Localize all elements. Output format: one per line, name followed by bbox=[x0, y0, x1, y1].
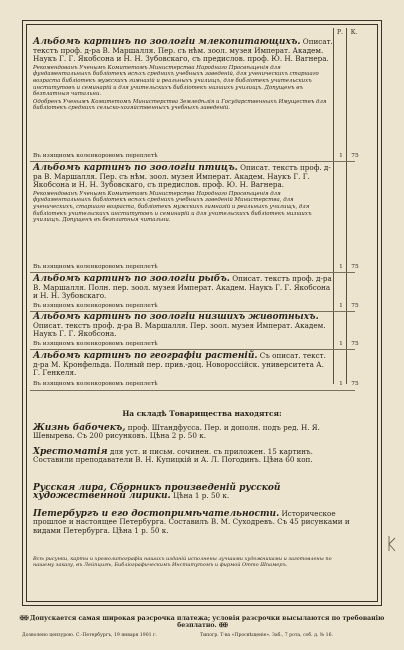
album-title: Альбомъ картинъ по зоологiи рыбъ. bbox=[33, 274, 230, 284]
album-binding: Въ изящномъ коленкоровомъ переплетѣ bbox=[33, 341, 158, 347]
separator bbox=[30, 272, 355, 273]
album-price-row bbox=[33, 303, 359, 310]
album-note: Рекомендованъ Ученымъ Комитетомъ Министерства Народнаго Просвѣщенiя для фундаментальныхъ библiотекъ всѣхъ среднихъ учебныхъ заведенiй Министерства, для ученическихъ, старшаго возраста, библiотекъ мужскихъ гимназiй и реальныхъ училищъ, для библiотекъ учительскихъ институтовъ и семинарiй и для учительскихъ библiотекъ низшихъ училищъ. Допущенъ въ безплатныя читальни. bbox=[33, 190, 312, 224]
album-price-row bbox=[33, 341, 359, 348]
stock-item bbox=[33, 424, 353, 441]
separator bbox=[30, 161, 355, 162]
pencil-mark-icon bbox=[386, 534, 398, 554]
album-price-kop: 75 bbox=[351, 341, 359, 347]
album-entry bbox=[33, 313, 333, 339]
stock-title: Жизнь бабочекъ, bbox=[33, 423, 126, 433]
album-price-row bbox=[33, 153, 359, 160]
rub-column-rule bbox=[333, 28, 334, 384]
censorship-imprint: Дозволено цензурою. С.-Петербургъ, 19 января 1901 г. bbox=[22, 633, 157, 638]
album-binding: Въ изящномъ коленкоровомъ переплетѣ bbox=[33, 153, 158, 159]
separator bbox=[30, 390, 355, 391]
printer-imprint: Типогр. Т-ва «Просвѣщенiе». Заб., 7 рота, соб. д. № 16. bbox=[200, 633, 333, 638]
album-price-kop: 75 bbox=[351, 381, 359, 387]
album-price-kop: 75 bbox=[351, 153, 359, 159]
album-entry bbox=[33, 164, 333, 224]
album-price-rub: 1 bbox=[339, 381, 343, 387]
album-price-kop: 75 bbox=[351, 264, 359, 270]
album-note-2: Одобренъ Ученымъ Комитетомъ Министерства Земледѣлiя и Государственныхъ Имуществъ для библiотекъ среднихъ сельско-хозяйственныхъ учебныхъ заведенiй. bbox=[33, 98, 327, 112]
installment-text: Допускается самая широкая разсрочка платежа; условiя разсрочки высылаются по требованiю безплатно. bbox=[29, 615, 385, 630]
album-binding: Въ изящномъ коленкоровомъ переплетѣ bbox=[33, 303, 158, 309]
album-note: Рекомендованъ Ученымъ Комитетомъ Министерства Народнаго Просвѣщенiя для фундаментальныхъ библiотекъ всѣхъ среднихъ учебныхъ заведенiй, для ученическихъ старшаго возраста библiотекъ мужскихъ гимназiй и реальныхъ училищъ, для библiотекъ учительскихъ институтовъ и семинарiй и для учительскихъ библiотекъ низшихъ училищъ. Допущенъ въ безплатныя читальни. bbox=[33, 64, 319, 98]
stock-header: На складѣ Товарищества находятся: bbox=[122, 409, 282, 418]
separator bbox=[30, 349, 355, 350]
album-text: Съ описат. текст. д-ра М. Кронфельда. Полный пер. прив.-доц. Новороссiйск. университета А. Г. Генкеля. bbox=[33, 351, 326, 378]
album-price-rub: 1 bbox=[339, 153, 343, 159]
album-price-row bbox=[33, 264, 359, 271]
stock-title: Петербургъ и его достопримѣчательности. bbox=[33, 509, 280, 519]
stock-text: Цѣна 1 р. 50 к. bbox=[172, 491, 230, 501]
stock-title: Русская лира, Сборникъ произведенiй русской художественной лирики. bbox=[33, 483, 281, 502]
album-entry bbox=[33, 352, 333, 378]
stock-item bbox=[33, 484, 353, 501]
installment-notice bbox=[10, 615, 394, 630]
stock-text: Историческое прошлое и настоящее Петербурга. Составилъ В. М. Суходревъ. Съ 45 рисунками и видами Петербурга. Цѣна 1 р. 50 к. bbox=[33, 509, 350, 535]
album-text: Описат. текстъ проф. д-ра В. Маршалля. Пер. зоол. музея Императ. Академ. Наукъ Г. Г. Якобсона. bbox=[33, 320, 326, 339]
album-binding: Въ изящномъ коленкоровомъ переплетѣ bbox=[33, 381, 158, 387]
stock-item bbox=[33, 448, 353, 465]
album-price-rub: 1 bbox=[339, 264, 343, 270]
album-text: Описат. текстъ проф. д-ра В. Маршалля. Полн. пер. зоол. музея Императ. Академ. Наукъ Г. Г. Якобсона и Н. Н. Зубовскаго. bbox=[33, 274, 332, 301]
footnote: Всѣ рисунки, карты и хромолитографiи нашихъ изданiй исполнены лучшими художниками и заготовлены по нашему заказу, въ Лейпцигѣ, Библiографическимъ Институтомъ и фирмой Отто Шпамеръ. bbox=[33, 556, 332, 569]
stock-text: для уст. и письм. сочинен. съ приложен. 15 картинъ. Составили преподаватели В. Н. Купицкiй и А. Л. Погодинъ. Цѣна 60 коп. bbox=[33, 447, 313, 465]
stock-title: Хрестоматiя bbox=[33, 447, 108, 457]
stock-text: проф. Штандфусса. Пер. и дополн. подъ ред. Н. Я. Шевырева. Съ 200 рисунковъ. Цѣна 2 р. 50 к. bbox=[33, 423, 320, 441]
ornament-right-icon: ✠✠ bbox=[218, 622, 227, 630]
album-price-rub: 1 bbox=[339, 341, 343, 347]
album-entry bbox=[33, 275, 333, 301]
album-price-rub: 1 bbox=[339, 303, 343, 309]
kop-column-header: К. bbox=[350, 29, 358, 36]
kop-column-rule bbox=[346, 28, 347, 384]
stock-item bbox=[33, 510, 353, 535]
ornament-left-icon: ✠✠ bbox=[19, 615, 28, 622]
album-title: Альбомъ картинъ по зоологiи млекопитающихъ. bbox=[33, 37, 301, 47]
rub-column-header: Р. bbox=[337, 29, 343, 36]
album-entry bbox=[33, 38, 333, 112]
album-text: Описат. текстъ проф. д-ра В. Маршалля. Пер. съ нѣм. зоол. музея Императ. Академ. Наукъ Г. Г. Якобсона и Н. Н. Зубовскаго, съ предислов. проф. Ю. Н. Вагнера. bbox=[33, 37, 333, 64]
album-price-row bbox=[33, 381, 359, 388]
album-title: Альбомъ картинъ по географiи растенiй. bbox=[33, 351, 258, 361]
album-text: Описат. текстъ проф. д-ра В. Маршалля. Пер. съ нѣм. зоол. музея Императ. Академ. Наукъ Г. Г. Якобсона и Н. Н. Зубовскаго, съ предислов. проф. Ю. Н. Вагнера. bbox=[33, 163, 331, 190]
album-title: Альбомъ картинъ по зоологiи птицъ. bbox=[33, 163, 238, 173]
album-title: Альбомъ картинъ по зоологiи низшихъ животныхъ. bbox=[33, 312, 319, 322]
album-binding: Въ изящномъ коленкоровомъ переплетѣ bbox=[33, 264, 158, 270]
album-price-kop: 75 bbox=[351, 303, 359, 309]
